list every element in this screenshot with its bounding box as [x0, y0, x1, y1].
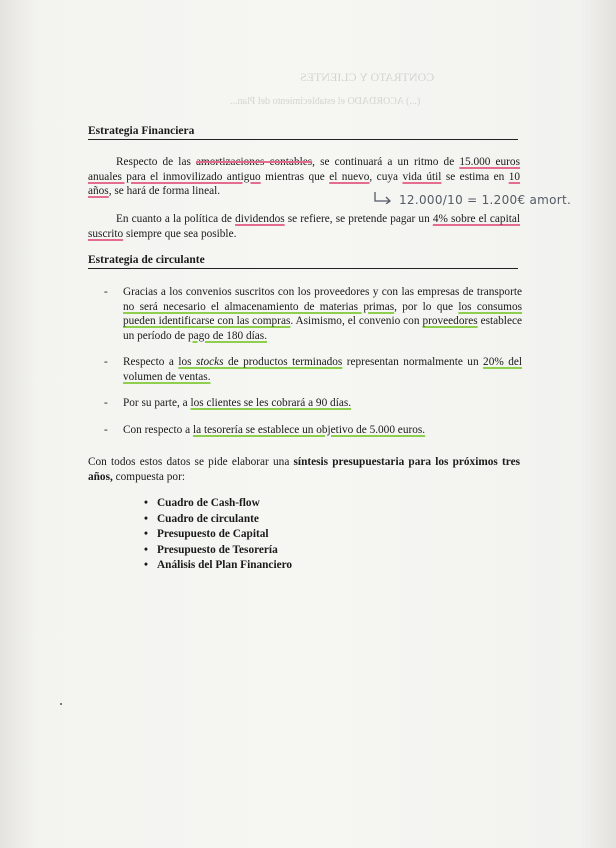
handwritten-note	[373, 192, 571, 207]
text: Análisis del Plan Financiero	[157, 559, 293, 571]
bullet-dot: •	[144, 543, 148, 556]
bleed-through-text: (...) ACORDADO el establecimiento del Plan...	[230, 96, 421, 107]
summary-paragraph	[88, 455, 520, 484]
text: , se hará de forma lineal.	[108, 185, 221, 197]
highlighted-text: los consumos pueden identificarse con las compras	[123, 300, 523, 327]
highlighted-text: proveedores	[422, 315, 478, 327]
text: establece un período de	[123, 315, 522, 342]
list-item	[104, 355, 522, 384]
highlighted-text: 4% sobre el capital suscrito	[88, 213, 520, 240]
text: Respecto a	[123, 356, 179, 368]
text: , se continuará a un ritmo de	[312, 156, 460, 168]
highlighted-text: dividendos	[235, 213, 285, 225]
text: se refiere, se pretende pagar un	[284, 213, 433, 225]
bullet-dot: •	[144, 512, 148, 525]
components-list	[144, 496, 292, 574]
text: de productos terminados	[223, 356, 343, 368]
dash-bullet: -	[104, 286, 108, 298]
bleed-through-text: CONTRATO Y CLIENTES	[300, 70, 435, 84]
highlighted-text: no será necesario el almacenamiento de materias primas	[123, 300, 395, 313]
text: representan normalmente un	[342, 356, 484, 368]
text: En cuanto a la política de	[116, 213, 236, 225]
financiera-paragraph-2	[88, 212, 520, 241]
dash-bullet: -	[104, 397, 108, 409]
list-item	[144, 512, 292, 528]
list-item	[144, 496, 292, 512]
bullet-dot: •	[144, 497, 148, 509]
circulante-list	[104, 285, 522, 449]
list-item	[104, 285, 522, 343]
text: Cuadro de Cash-flow	[157, 497, 260, 509]
text: Presupuesto de Capital	[157, 528, 269, 540]
italic-text: stocks	[195, 356, 224, 368]
text: se estima en	[441, 170, 509, 183]
text: Cuadro de circulante	[157, 512, 259, 525]
highlighted-text: la tesorería se establece un objetivo de 5.000 euros.	[192, 423, 426, 436]
text: mientras que	[260, 170, 330, 183]
text: compuesta por:	[112, 470, 185, 483]
highlighted-text: vida útil	[402, 170, 442, 183]
section-title-financiera: Estrategia Financiera	[88, 125, 518, 140]
highlighted-text: 10 años	[88, 170, 520, 197]
dash-bullet: -	[104, 423, 108, 436]
text: Con respecto a	[123, 423, 193, 436]
arrow-icon	[373, 192, 393, 207]
list-item	[144, 543, 292, 559]
list-item	[144, 527, 292, 543]
list-item	[104, 423, 522, 438]
bullet-dot: •	[144, 528, 148, 540]
bullet-dot: •	[144, 559, 148, 571]
dash-bullet: -	[104, 356, 108, 368]
text: siempre que sea posible.	[123, 227, 237, 240]
section-title-circulante: Estrategia de circulante	[88, 254, 518, 269]
text: , cuya	[369, 170, 403, 183]
highlighted-text: los clientes se les cobrará a 90 días.	[190, 397, 352, 409]
list-item	[144, 558, 292, 574]
text: Presupuesto de Tesorería	[157, 543, 278, 556]
text: Por su parte, a	[123, 397, 191, 409]
text: . Asimismo, el convenio con	[290, 315, 423, 327]
list-item	[104, 396, 522, 411]
highlighted-text	[178, 356, 342, 368]
highlighted-text: 15.000 euros anuales para el inmovilizado antiguo	[88, 156, 520, 183]
highlighted-text: pago de 180 días.	[187, 329, 268, 342]
struck-text: amortizaciones contables	[195, 156, 313, 168]
text: , por lo que	[394, 300, 459, 313]
bold-text: síntesis presupuestaria para los próximos tres años,	[88, 456, 520, 483]
paper-speck	[60, 703, 62, 705]
text: Respecto de las	[116, 156, 196, 168]
text: Con todos estos datos se pide elaborar una	[88, 456, 294, 468]
handwritten-note-text: 12.000/10 = 1.200€ amort.	[399, 193, 572, 207]
highlighted-text: 20% del volumen de ventas.	[123, 356, 522, 383]
text: los	[178, 356, 196, 368]
text: Gracias a los convenios suscritos con los proveedores y con las empresas de transporte	[123, 286, 522, 298]
highlighted-text: el nuevo	[329, 170, 370, 183]
